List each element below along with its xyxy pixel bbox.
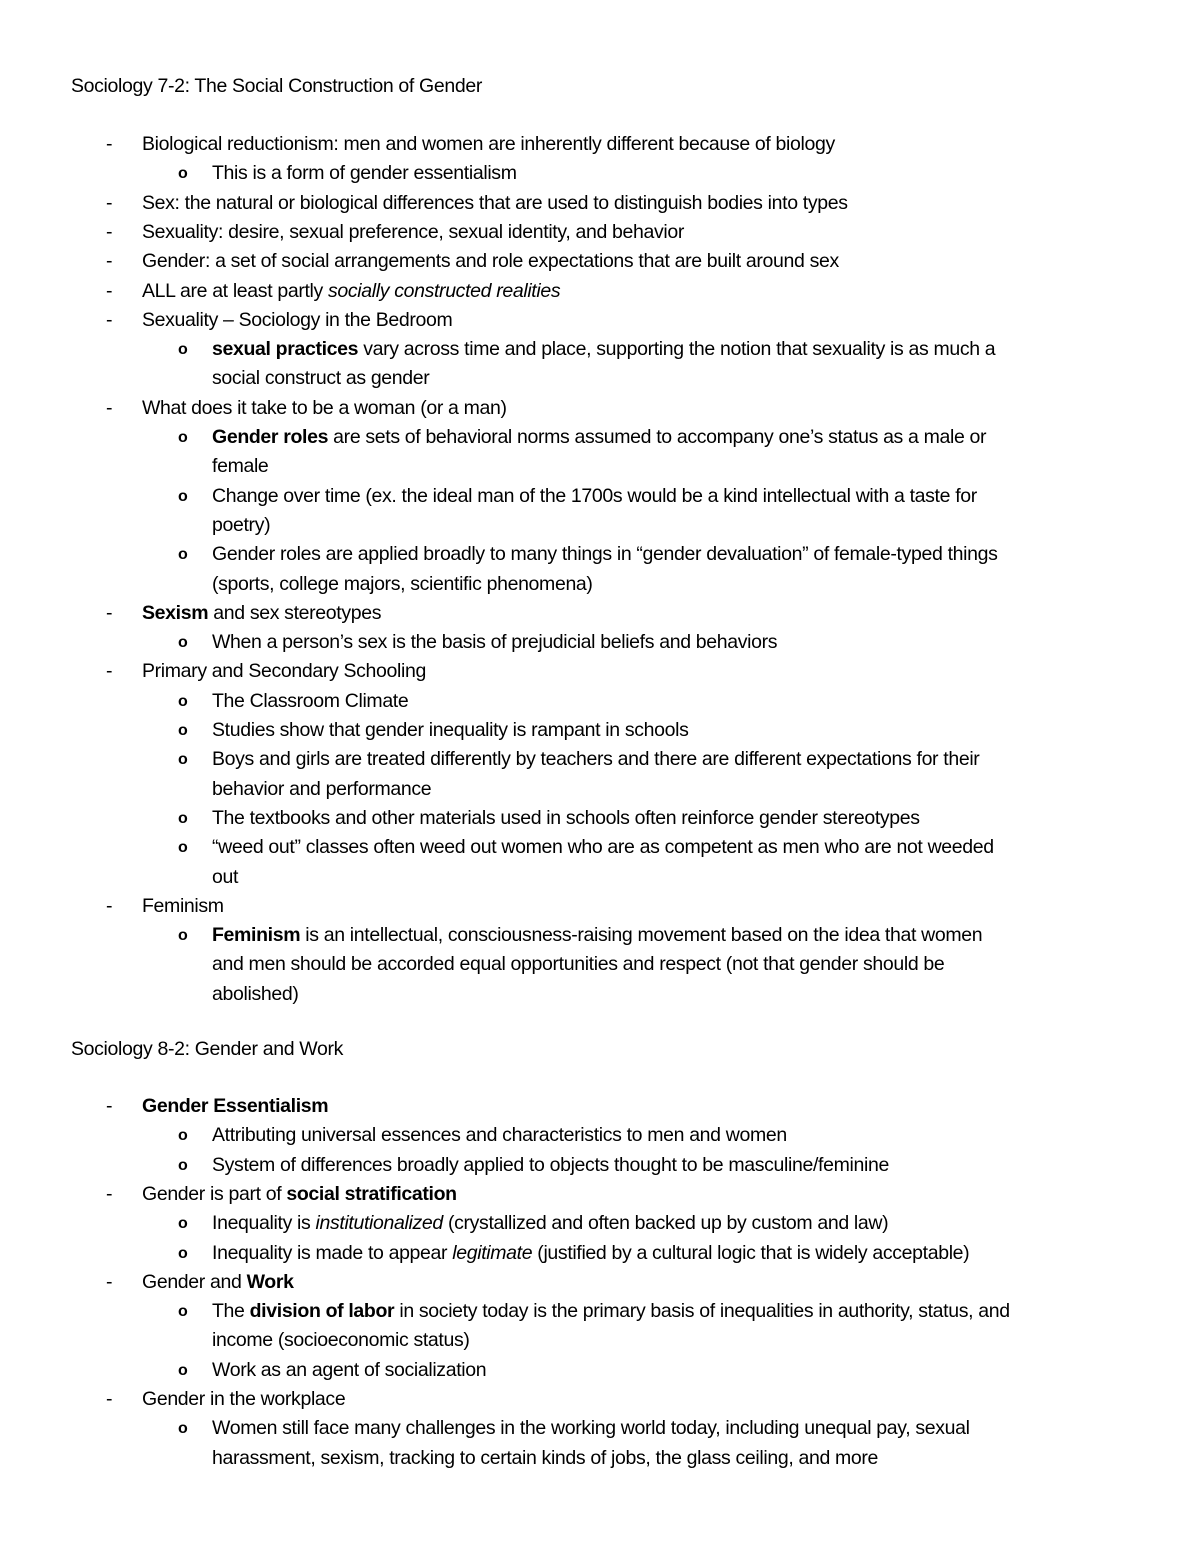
dash-bullet: - [106, 397, 113, 419]
text-segment: Work as an agent of socialization [212, 1359, 487, 1381]
dash-bullet: - [106, 1183, 113, 1205]
italic-term: institutionalized [315, 1212, 443, 1234]
bullet-item [142, 308, 452, 332]
text-segment: Attributing universal essences and characteristics to men and women [212, 1124, 787, 1146]
text-segment: “weed out” classes often weed out women who are as competent as men who are not weeded [212, 836, 994, 858]
text-segment: Sex: the natural or biological differences that are used to distinguish bodies into types [142, 192, 848, 214]
dash-bullet: - [106, 133, 113, 155]
dash-bullet: - [106, 221, 113, 243]
text-segment: (sports, college majors, scientific phenomena) [212, 573, 593, 595]
dash-bullet: - [106, 602, 113, 624]
bold-term: social stratification [286, 1183, 457, 1205]
circle-bullet-icon: o [178, 1420, 188, 1437]
dash-bullet: - [106, 250, 113, 272]
sub-bullet-item [212, 718, 689, 742]
circle-bullet-icon: o [178, 546, 188, 563]
text-segment: Women still face many challenges in the working world today, including unequal pay, sexual [212, 1417, 970, 1439]
bold-term: Gender Essentialism [142, 1095, 329, 1117]
dash-bullet: - [106, 280, 113, 302]
circle-bullet-icon: o [178, 1127, 188, 1144]
text-segment: income (socioeconomic status) [212, 1329, 470, 1351]
text-segment: in society today is the primary basis of inequalities in authority, status, and [394, 1300, 1010, 1322]
sub-bullet-item [212, 1153, 889, 1177]
circle-bullet-icon: o [178, 751, 188, 768]
dash-bullet: - [106, 192, 113, 214]
bullet-item [142, 1182, 457, 1206]
text-segment: Boys and girls are treated differently by teachers and there are different expectations for their [212, 748, 980, 770]
continuation-line [212, 572, 593, 596]
circle-bullet-icon: o [178, 693, 188, 710]
bullet-item [142, 659, 426, 683]
circle-bullet-icon: o [178, 722, 188, 739]
text-segment: and sex stereotypes [208, 602, 382, 624]
continuation-line [212, 982, 298, 1006]
circle-bullet-icon: o [178, 1303, 188, 1320]
circle-bullet-icon: o [178, 810, 188, 827]
continuation-line [212, 1328, 470, 1352]
circle-bullet-icon: o [178, 634, 188, 651]
circle-bullet-icon: o [178, 165, 188, 182]
text-segment: social construct as gender [212, 367, 430, 389]
text-segment: is an intellectual, consciousness-raising movement based on the idea that women [300, 924, 983, 946]
bold-term: sexual practices [212, 338, 359, 360]
text-segment: Primary and Secondary Schooling [142, 660, 426, 682]
bullet-item [142, 601, 381, 625]
circle-bullet-icon: o [178, 1245, 188, 1262]
text-segment: The textbooks and other materials used in schools often reinforce gender stereotypes [212, 807, 920, 829]
text-segment: behavior and performance [212, 778, 432, 800]
continuation-line [212, 513, 270, 537]
dash-bullet: - [106, 895, 113, 917]
bold-term: Gender roles [212, 426, 329, 448]
bullet-item [142, 279, 560, 303]
text-segment: Gender roles are applied broadly to many things in “gender devaluation” of female-typed things [212, 543, 998, 565]
bullet-item [142, 1094, 328, 1118]
bullet-item [142, 191, 848, 215]
sub-bullet-item [212, 1211, 888, 1235]
dash-bullet: - [106, 309, 113, 331]
circle-bullet-icon: o [178, 341, 188, 358]
text-segment: harassment, sexism, tracking to certain kinds of jobs, the glass ceiling, and more [212, 1447, 879, 1469]
dash-bullet: - [106, 660, 113, 682]
text-segment: The [212, 1300, 250, 1322]
text-segment: What does it take to be a woman (or a man) [142, 397, 507, 419]
dash-bullet: - [106, 1388, 113, 1410]
text-segment: female [212, 455, 269, 477]
bullet-item [142, 1270, 294, 1294]
dash-bullet: - [106, 1271, 113, 1293]
sub-bullet-item [212, 161, 517, 185]
text-segment: Gender and [142, 1271, 247, 1293]
circle-bullet-icon: o [178, 1215, 188, 1232]
text-segment: System of differences broadly applied to objects thought to be masculine/feminine [212, 1154, 889, 1176]
text-segment: are sets of behavioral norms assumed to accompany one’s status as a male or [328, 426, 987, 448]
bullet-item [142, 132, 835, 156]
continuation-line [212, 454, 268, 478]
circle-bullet-icon: o [178, 429, 188, 446]
sub-bullet-item [212, 806, 920, 830]
sub-bullet-item [212, 1358, 486, 1382]
text-segment: Sexuality – Sociology in the Bedroom [142, 309, 453, 331]
continuation-line [212, 952, 944, 976]
sub-bullet-item [212, 337, 995, 361]
text-segment: When a person’s sex is the basis of prejudicial beliefs and behaviors [212, 631, 778, 653]
sub-bullet-item [212, 1123, 787, 1147]
circle-bullet-icon: o [178, 1157, 188, 1174]
text-segment: Studies show that gender inequality is rampant in schools [212, 719, 689, 741]
sub-bullet-item [212, 484, 977, 508]
sub-bullet-item [212, 1241, 969, 1265]
circle-bullet-icon: o [178, 839, 188, 856]
text-segment: ALL are at least partly [142, 280, 328, 302]
continuation-line [212, 777, 431, 801]
text-segment: The Classroom Climate [212, 690, 409, 712]
text-segment: Gender: a set of social arrangements and role expectations that are built around sex [142, 250, 839, 272]
sub-bullet-item [212, 835, 994, 859]
text-segment: Feminism [142, 895, 224, 917]
bullet-item [142, 1387, 345, 1411]
italic-term: legitimate [452, 1242, 533, 1264]
bold-term: Work [246, 1271, 294, 1293]
text-segment: Sexuality: desire, sexual preference, sexual identity, and behavior [142, 221, 685, 243]
sub-bullet-item [212, 689, 408, 713]
sub-bullet-item [212, 542, 998, 566]
circle-bullet-icon: o [178, 1362, 188, 1379]
sub-bullet-item [212, 1299, 1010, 1323]
section-heading: Sociology 8-2: Gender and Work [71, 1038, 344, 1060]
sub-bullet-item [212, 1416, 970, 1440]
dash-bullet: - [106, 1095, 113, 1117]
text-segment: out [212, 866, 239, 888]
text-segment: Gender is part of [142, 1183, 287, 1205]
text-segment: vary across time and place, supporting the notion that sexuality is as much a [358, 338, 996, 360]
text-segment: Biological reductionism: men and women are inherently different because of biology [142, 133, 835, 155]
text-segment: This is a form of gender essentialism [212, 162, 517, 184]
text-segment: Inequality is made to appear [212, 1242, 453, 1264]
bullet-item [142, 396, 507, 420]
italic-term: socially constructed realities [327, 280, 561, 302]
sub-bullet-item [212, 747, 979, 771]
bold-term: Feminism [212, 924, 301, 946]
text-segment: (crystallized and often backed up by custom and law) [442, 1212, 889, 1234]
circle-bullet-icon: o [178, 927, 188, 944]
text-segment: Inequality is [212, 1212, 316, 1234]
text-segment: Gender in the workplace [142, 1388, 346, 1410]
text-segment: abolished) [212, 983, 299, 1005]
section-heading: Sociology 7-2: The Social Construction of Gender [71, 75, 482, 97]
text-segment: and men should be accorded equal opportunities and respect (not that gender should be [212, 953, 945, 975]
bold-term: division of labor [249, 1300, 395, 1322]
continuation-line [212, 1446, 878, 1470]
text-segment: poetry) [212, 514, 271, 536]
bullet-item [142, 249, 839, 273]
continuation-line [212, 366, 429, 390]
text-segment: (justified by a cultural logic that is widely acceptable) [532, 1242, 970, 1264]
sub-bullet-item [212, 630, 777, 654]
text-segment: Change over time (ex. the ideal man of the 1700s would be a kind intellectual with a taste for [212, 485, 977, 507]
continuation-line [212, 865, 238, 889]
bullet-item [142, 894, 224, 918]
sub-bullet-item [212, 923, 982, 947]
bold-term: Sexism [142, 602, 209, 624]
circle-bullet-icon: o [178, 488, 188, 505]
bullet-item [142, 220, 684, 244]
sub-bullet-item [212, 425, 986, 449]
